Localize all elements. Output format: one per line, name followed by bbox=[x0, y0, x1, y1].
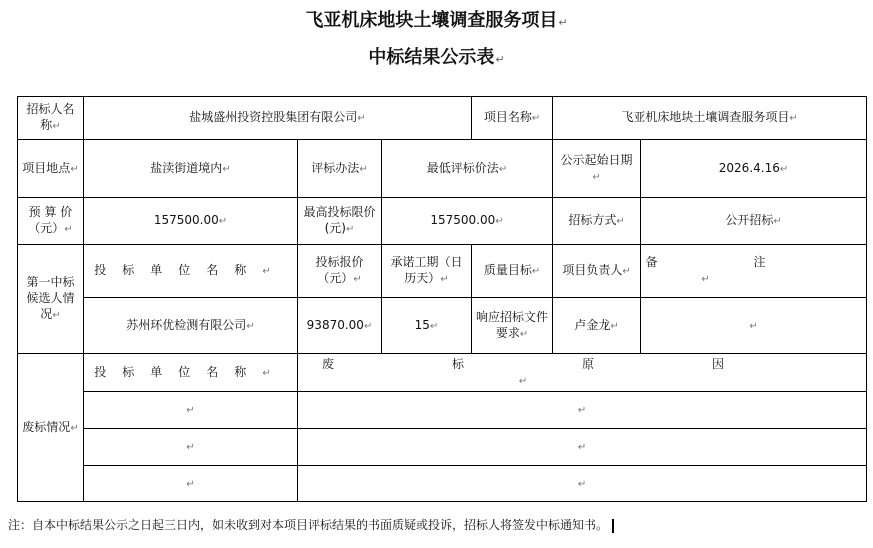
candidate-bidder-header: 投标单位名称↵ bbox=[84, 245, 298, 298]
candidate-header-row bbox=[18, 245, 867, 298]
invalid-row bbox=[18, 392, 867, 429]
candidate-period: 15↵ bbox=[382, 298, 472, 354]
invalid-bidder-cell: ↵ bbox=[84, 466, 298, 502]
project-name-label: 项目名称↵ bbox=[472, 97, 553, 140]
tenderer-value: 盐城盛州投资控股集团有限公司↵ bbox=[84, 97, 472, 140]
invalid-bidder-cell: ↵ bbox=[84, 392, 298, 429]
candidate-section-label: 第一中标候选人情况↵ bbox=[18, 245, 84, 354]
footnote: 注：自本中标结果公示之日起三日内，如未收到对本项目评标结果的书面质疑或投诉，招标人将签发中标通知书。 bbox=[8, 516, 614, 533]
invalid-bidder-cell: ↵ bbox=[84, 429, 298, 466]
method-value: 最低评标价法↵ bbox=[382, 140, 553, 198]
row-budget bbox=[18, 198, 867, 245]
method-label: 评标办法↵ bbox=[298, 140, 382, 198]
invalid-section-label: 废标情况↵ bbox=[18, 354, 84, 502]
candidate-price-header: 投标报价（元）↵ bbox=[298, 245, 382, 298]
candidate-quality-header: 质量目标↵ bbox=[472, 245, 553, 298]
candidate-manager-header: 项目负责人↵ bbox=[553, 245, 641, 298]
location-label: 项目地点↵ bbox=[18, 140, 84, 198]
candidate-quality: 响应招标文件要求↵ bbox=[472, 298, 553, 354]
candidate-price: 93870.00↵ bbox=[298, 298, 382, 354]
invalid-bidder-header: 投标单位名称↵ bbox=[84, 354, 298, 392]
tenderer-label: 招标人名称↵ bbox=[18, 97, 84, 140]
title-line-1: 飞亚机床地块土壤调查服务项目↵ bbox=[305, 10, 568, 31]
text-cursor bbox=[612, 519, 614, 533]
candidate-remark-header: 备注↵ bbox=[641, 245, 867, 298]
max-price-value: 157500.00↵ bbox=[382, 198, 553, 245]
budget-value: 157500.00↵ bbox=[84, 198, 298, 245]
budget-label: 预 算 价（元）↵ bbox=[18, 198, 84, 245]
row-location bbox=[18, 140, 867, 198]
start-date-value: 2026.4.16↵ bbox=[641, 140, 867, 198]
bid-mode-value: 公开招标↵ bbox=[641, 198, 867, 245]
invalid-row bbox=[18, 466, 867, 502]
invalid-reason-cell: ↵ bbox=[298, 392, 867, 429]
title-line-2: 中标结果公示表↵ bbox=[368, 47, 505, 68]
candidate-period-header: 承诺工期（日历天）↵ bbox=[382, 245, 472, 298]
bid-result-table bbox=[17, 96, 867, 502]
row-tenderer bbox=[18, 97, 867, 140]
start-date-label: 公示起始日期↵ bbox=[553, 140, 641, 198]
max-price-label: 最高投标限价(元)↵ bbox=[298, 198, 382, 245]
candidate-bidder: 苏州环优检测有限公司↵ bbox=[84, 298, 298, 354]
invalid-header-row bbox=[18, 354, 867, 392]
project-name-value: 飞亚机床地块土壤调查服务项目↵ bbox=[553, 97, 867, 140]
invalid-reason-cell: ↵ bbox=[298, 429, 867, 466]
location-value: 盐渎街道境内↵ bbox=[84, 140, 298, 198]
candidate-remark: ↵ bbox=[641, 298, 867, 354]
candidate-row bbox=[18, 298, 867, 354]
bid-mode-label: 招标方式↵ bbox=[553, 198, 641, 245]
invalid-reason-header: 废标原因↵ bbox=[298, 354, 867, 392]
invalid-reason-cell: ↵ bbox=[298, 466, 867, 502]
invalid-row bbox=[18, 429, 867, 466]
candidate-manager: 卢金龙↵ bbox=[553, 298, 641, 354]
